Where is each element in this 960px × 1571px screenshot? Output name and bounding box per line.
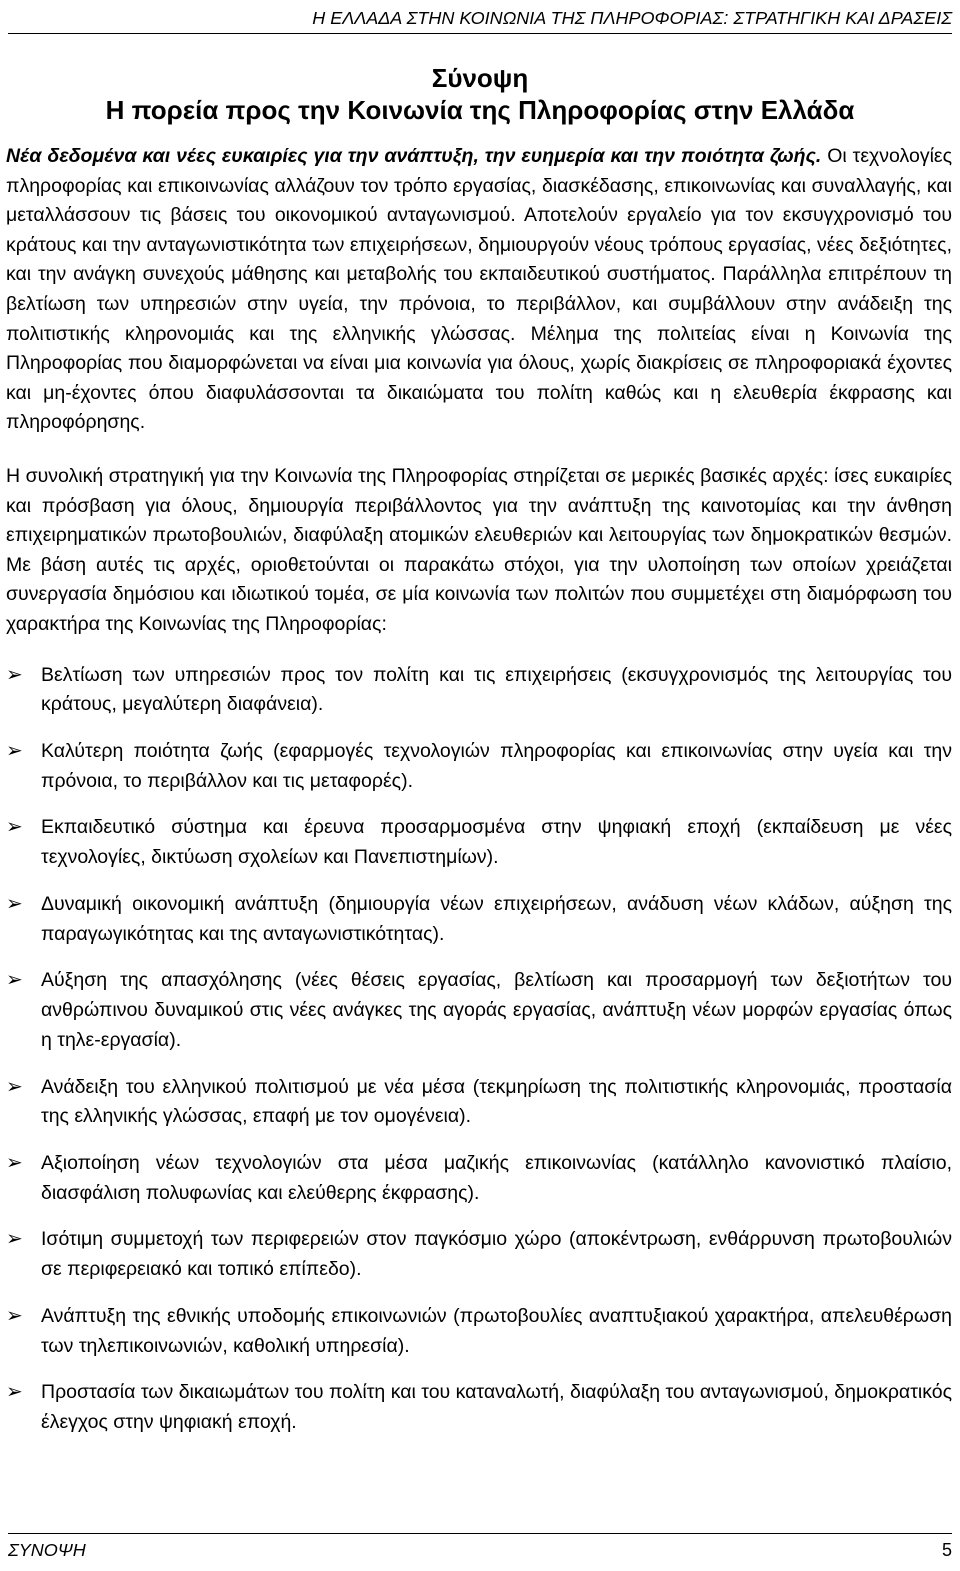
arrow-bullet-icon: ➢ <box>6 739 23 762</box>
goals-list <box>6 661 952 1438</box>
strategy-paragraph: Η συνολική στρατηγική για την Κοινωνία της Πληροφορίας στηρίζεται σε μερικές βασικές αρχές: ίσες ευκαιρίες και πρόσβαση για όλους, δημιουργία περιβάλλοντος για την ανάπτυξη της καινοτομίας και την άνθηση επιχειρηματικών πρωτοβουλιών, διαφύλαξη ατομικών ελευθεριών και λειτουργίας των δημοκρατικών θεσμών. Με βάση αυτές τις αρχές, οριοθετούνται οι παρακάτω στόχοι, για την υλοποίηση των οποίων χρειάζεται συνεργασία δημόσιου και ιδιωτικού τομέα, σε μία κοινωνία των πολιτών που συμμετέχει στη διαμόρφωση του χαρακτήρα της Κοινωνίας της Πληροφορίας: <box>6 464 952 635</box>
list-item <box>6 1225 952 1284</box>
list-item <box>6 966 952 1055</box>
list-item-text: Εκπαιδευτικό σύστημα και έρευνα προσαρμοσμένα στην ψηφιακή εποχή (εκπαίδευση με νέες τεχνολογίες, δικτύωση σχολείων και Πανεπιστημίων). <box>41 816 952 869</box>
arrow-bullet-icon: ➢ <box>6 663 23 686</box>
list-item <box>6 661 952 720</box>
list-item-text: Προστασία των δικαιωμάτων του πολίτη και του καταναλωτή, διαφύλαξη του ανταγωνισμού, δημοκρατικός έλεγχος στην ψηφιακή εποχή. <box>41 1381 952 1434</box>
list-item-text: Ανάδειξη του ελληνικού πολιτισμού με νέα μέσα (τεκμηρίωση της πολιτιστικής κληρονομιάς, προστασία της ελληνικής γλώσσας, επαφή με τον ομογένεια). <box>41 1075 952 1128</box>
list-item-text: Καλύτερη ποιότητα ζωής (εφαρμογές τεχνολογιών πληροφορίας και επικοινωνίας στην υγεία και την πρόνοια, το περιβάλλον και τις μεταφορές). <box>41 739 952 792</box>
list-item <box>6 1073 952 1132</box>
list-item-text: Βελτίωση των υπηρεσιών προς τον πολίτη και τις επιχειρήσεις (εκσυγχρονισμός της λειτουργίας του κράτους, μεγαλύτερη διαφάνεια). <box>41 663 952 716</box>
arrow-bullet-icon: ➢ <box>6 1304 23 1327</box>
intro-text: Οι τεχνολογίες πληροφορίας και επικοινωνίας αλλάζουν τον τρόπο εργασίας, διασκέδασης, επικοινωνίας και συναλλαγής, και μεταλλάσσουν τις βάσεις του οικονομικού ανταγωνισμού. Αποτελούν εργαλείο για τον εκσυγχρονισμό του κράτους και την ανταγωνιστικότητα των επιχειρήσεων, δημιουργούν νέους τρόπους εργασίας, νέες δεξιότητες, και την ανάγκη συνεχούς μάθησης και μεταβολής του εκπαιδευτικού συστήματος. Παράλληλα επιτρέπουν τη βελτίωση των υπηρεσιών στην υγεία, την πρόνοια, το περιβάλλον, και συμβάλλουν στην ανάδειξη της πολιτιστικής κληρονομιάς και της ελληνικής γλώσσας. Μέλημα της πολιτείας είναι η Κοινωνία της Πληροφορίας που διαμορφώνεται να είναι μια κοινωνία για όλους, χωρίς διακρίσεις σε πληροφοριακά έχοντες και μη-έχοντες όπου διαφυλάσσονται τα δικαιώματα του πολίτη καθώς και η ελευθερία έκφρασης και πληροφόρησης. <box>6 145 952 434</box>
arrow-bullet-icon: ➢ <box>6 892 23 915</box>
page-title: Σύνοψη <box>431 63 529 93</box>
running-footer <box>8 1533 952 1562</box>
list-item <box>6 813 952 872</box>
list-item <box>6 737 952 796</box>
arrow-bullet-icon: ➢ <box>6 1075 23 1098</box>
title-block <box>0 62 960 126</box>
list-item <box>6 890 952 949</box>
running-header <box>8 6 952 34</box>
arrow-bullet-icon: ➢ <box>6 1381 23 1404</box>
list-item <box>6 1149 952 1208</box>
list-item-text: Αξιοποίηση νέων τεχνολογιών στα μέσα μαζικής επικοινωνίας (κατάλληλο κανονιστικό πλαίσιο, διασφάλιση πολυφωνίας και ελεύθερης έκφρασης). <box>41 1152 952 1204</box>
list-item-text: Ισότιμη συμμετοχή των περιφερειών στον παγκόσμιο χώρο (αποκέντρωση, ενθάρρυνση πρωτοβουλιών σε περιφερειακό και τοπικό επίπεδο). <box>41 1228 952 1281</box>
arrow-bullet-icon: ➢ <box>6 1228 23 1251</box>
footer-section-label: ΣΥΝΟΨΗ <box>8 1540 86 1560</box>
running-header-title: Η ΕΛΛΑΔΑ ΣΤΗΝ ΚΟΙΝΩΝΙΑ ΤΗΣ ΠΛΗΡΟΦΟΡΙΑΣ: ΣΤΡΑΤΗΓΙΚΗ ΚΑΙ ΔΡΑΣΕΙΣ <box>312 8 952 28</box>
list-item-text: Δυναμική οικονομική ανάπτυξη (δημιουργία νέων επιχειρήσεων, ανάδυση νέων κλάδων, αύξηση της παραγωγικότητας και της ανταγωνιστικότητας). <box>41 892 952 945</box>
document-body <box>6 142 952 1455</box>
intro-lead: Νέα δεδομένα και νέες ευκαιρίες για την ανάπτυξη, την ευημερία και την ποιότητα ζωής. <box>6 145 822 167</box>
list-item-text: Ανάπτυξη της εθνικής υποδομής επικοινωνιών (πρωτοβουλίες αναπτυξιακού χαρακτήρα, απελευθέρωση των τηλεπικοινωνιών, καθολική υπηρεσία). <box>41 1304 952 1357</box>
page-subtitle: Η πορεία προς την Κοινωνία της Πληροφορίας στην Ελλάδα <box>105 95 855 125</box>
page-number: 5 <box>941 1540 952 1560</box>
intro-paragraph <box>6 142 952 438</box>
list-item <box>6 1302 952 1361</box>
list-item <box>6 1378 952 1437</box>
list-item-text: Αύξηση της απασχόλησης (νέες θέσεις εργασίας, βελτίωση και προσαρμογή των δεξιοτήτων του ανθρώπινου δυναμικού στις νέες ανάγκες της αγοράς εργασίας, ανάπτυξη νέων μορφών εργασίας όπως η τηλε-εργασία). <box>41 969 952 1051</box>
arrow-bullet-icon: ➢ <box>6 1152 23 1174</box>
arrow-bullet-icon: ➢ <box>6 969 23 992</box>
arrow-bullet-icon: ➢ <box>6 816 23 839</box>
